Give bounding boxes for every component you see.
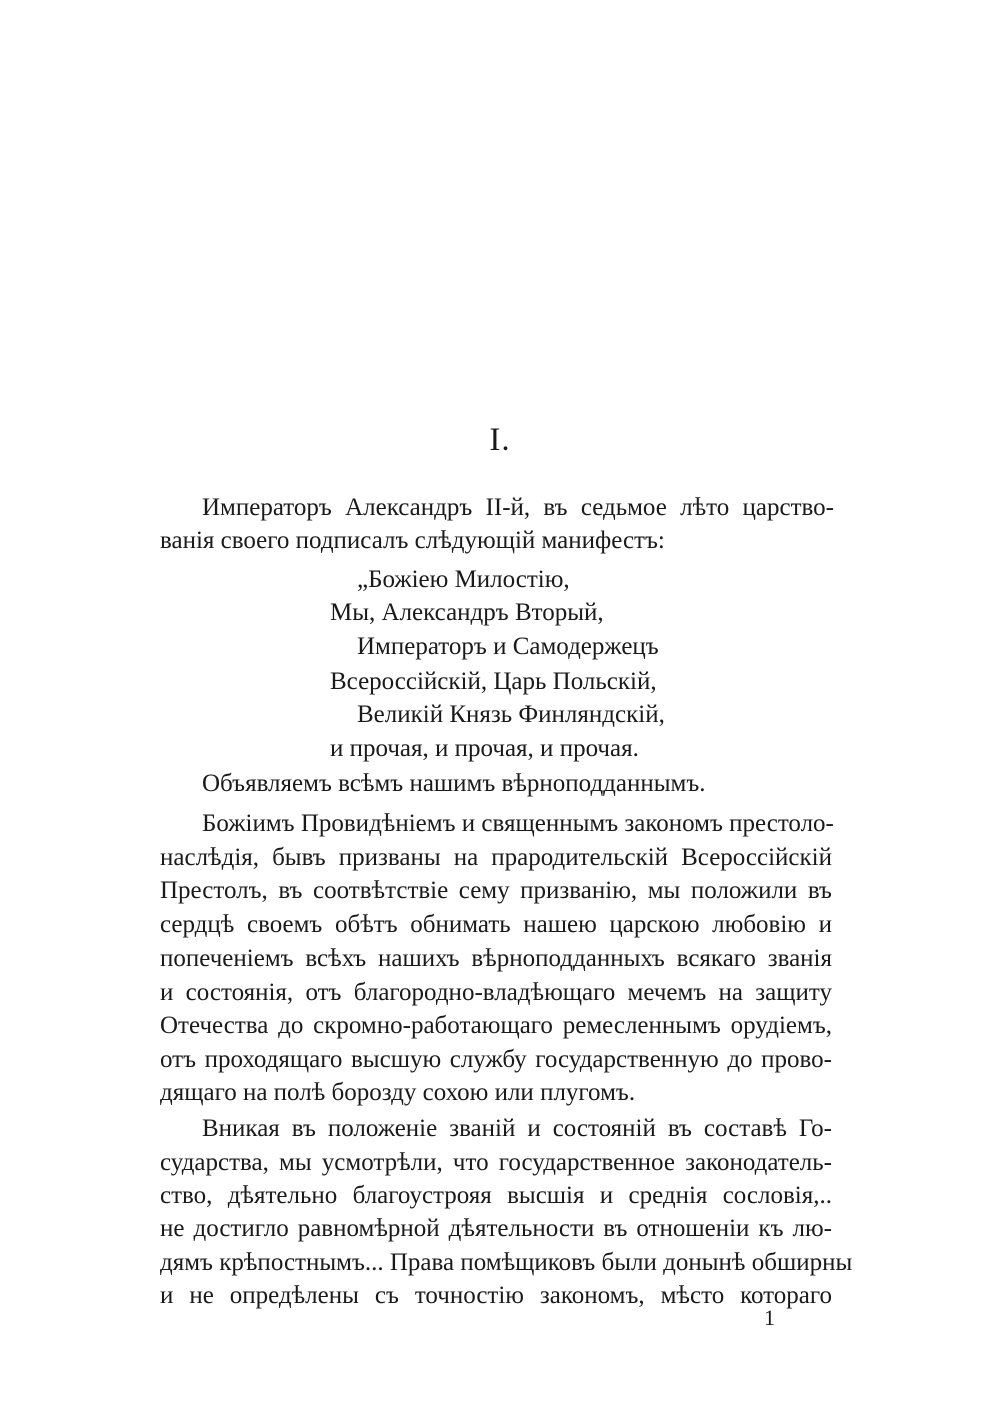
paragraph2-line: Вникая въ положеніе званій и состояній въ составѣ Го- [202,1115,832,1142]
paragraph1-line: дящаго на полѣ борозду сохою или плугомъ. [160,1079,636,1106]
paragraph2-line: и не опредѣлены съ точностію закономъ, мѣсто котораго [160,1282,832,1309]
title-line-6: и прочая, и прочая, и прочая. [330,735,639,762]
intro-line-1: Императоръ Александръ II-й, въ седьмое лѣто царство- [202,494,834,521]
paragraph2-line: дямъ крѣпостнымъ... Права помѣщиковъ были донынѣ обширны [160,1249,853,1276]
title-line-2: Мы, Александръ Вторый, [330,599,604,626]
paragraph1-line: наслѣдія, бывъ призваны на прародительскій Всероссійскій [160,844,832,871]
paragraph2-line: сударства, мы усмотрѣли, что государственное законодатель- [160,1149,832,1176]
title-line-1: „Божіею Милостію, [357,566,570,593]
title-line-4: Всероссійскій, Царь Польскій, [330,668,657,695]
announcement: Объявляемъ всѣмъ нашимъ вѣрноподданнымъ. [202,770,706,797]
paragraph2-line: ство, дѣятельно благоустрояя высшія и среднія сословія,.. [160,1182,832,1209]
paragraph2-line: не достигло равномѣрной дѣятельности въ отношеніи къ лю- [160,1215,832,1242]
title-line-3: Императоръ и Самодержецъ [357,633,659,660]
paragraph1-line: Престолъ, въ соотвѣтствіе сему призванію, мы положили въ [160,877,832,904]
paragraph1-line: попеченіемъ всѣхъ нашихъ вѣрноподданныхъ всякаго званія [160,945,832,972]
paragraph1-line: отъ проходящаго высшую службу государственную до прово- [160,1046,832,1073]
page-number: 1 [764,1305,775,1330]
paragraph1-line: Отечества до скромно-работающаго ремесленнымъ орудіемъ, [160,1012,832,1039]
paragraph1-line: и состоянія, отъ благородно-владѣющаго мечемъ на защиту [160,979,832,1006]
paragraph1-line: сердцѣ своемъ обѣтъ обнимать нашею царскою любовію и [160,911,832,938]
chapter-numeral: I. [489,422,511,458]
paragraph1-line: Божіимъ Провидѣніемъ и священнымъ закономъ престоло- [202,810,834,837]
title-line-5: Великій Князь Финляндскій, [357,701,665,728]
intro-line-2: ванія своего подписалъ слѣдующій манифестъ: [160,527,665,554]
